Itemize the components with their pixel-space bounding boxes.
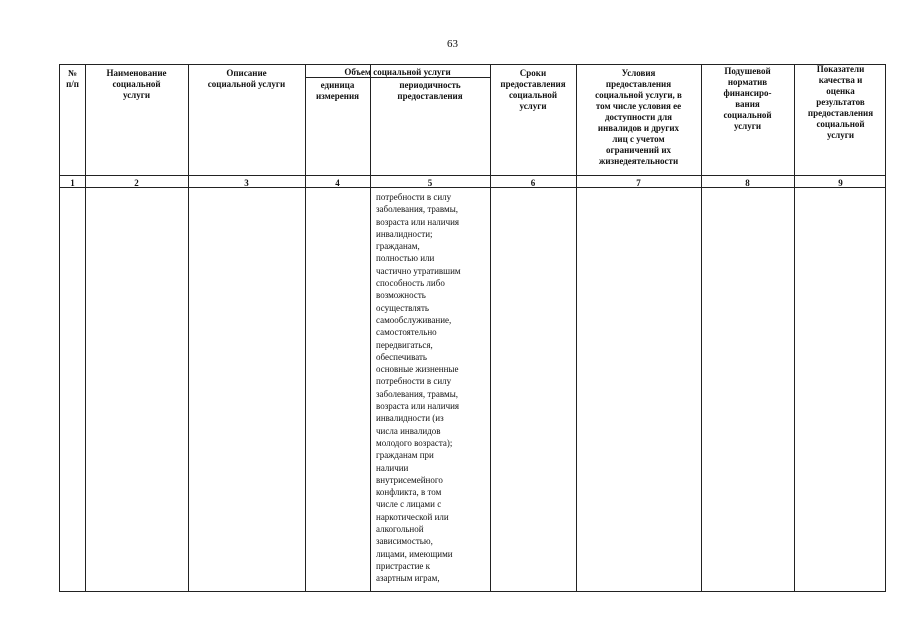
column-number: 5 [427, 178, 433, 188]
header-service-description: Описание социальной услуги [207, 68, 286, 89]
column-divider [701, 65, 702, 591]
column-divider [305, 65, 306, 591]
header-bottom-line [60, 175, 885, 176]
page-number: 63 [447, 38, 458, 50]
header-financing-norm: Подушевой норматив финансиро- вания социальной услуги [723, 66, 772, 131]
column-divider [188, 65, 189, 591]
column-divider [370, 65, 371, 591]
header-unit: единица измерения [315, 80, 360, 101]
column-number: 9 [838, 178, 843, 188]
header-terms: Сроки предоставления социальной услуги [500, 68, 566, 111]
header-service-volume: Объем социальной услуги [344, 67, 451, 77]
column-divider [794, 65, 795, 591]
column-number: 6 [530, 178, 536, 188]
social-services-table [59, 64, 886, 592]
column-number: 1 [70, 178, 75, 188]
column-number: 3 [244, 178, 249, 188]
header-frequency: периодичность предоставления [397, 80, 463, 101]
column-number: 7 [636, 178, 641, 188]
column-number: 4 [335, 178, 340, 188]
column-number: 2 [134, 178, 139, 188]
column-number: 8 [745, 178, 750, 188]
column-divider [490, 65, 491, 591]
header-number: № п/п [66, 68, 79, 89]
header-service-name: Наименование социальной услуги [106, 68, 167, 100]
header-conditions: Условия предоставления социальной услуги, в том числе условия ее доступности для инвалидов и других лиц с учетом ограничений их жизнедеятельности [595, 68, 682, 166]
frequency-cell-text: потребности в силу заболевания, травмы, возраста или наличия инвалидности; гражданам, полностью или частично утратившим способность либо возможность осуществлять самообслуживание, самостоятельно передвигаться, обеспечивать основные жизненные потребности в силу заболевания, травмы, возраста или наличия инвалидности (из числа инвалидов молодого возраста); гражданам при наличии внутрисемейного конфликта, в том числе с лицами с наркотической или алкогольной зависимостью, лицами, имеющими пристрастие к азартным играм, [376, 192, 461, 584]
column-divider [85, 65, 86, 591]
header-quality-indicators: Показатели качества и оценка результатов предоставления социальной услуги [807, 64, 874, 140]
